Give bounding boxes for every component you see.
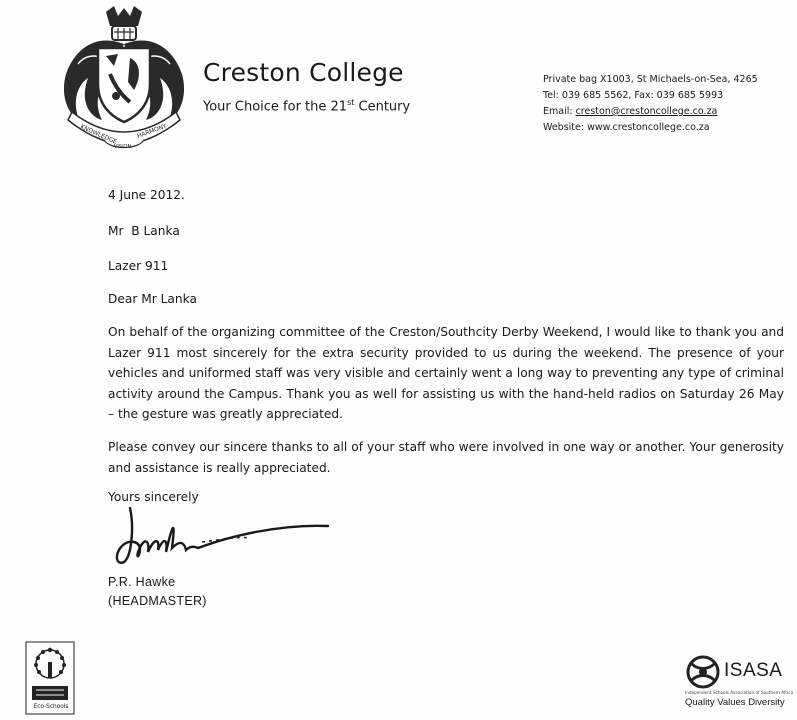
contact-email-row bbox=[543, 104, 783, 120]
isasa-small-text: Independent Schools Association of Southern Africa bbox=[685, 690, 794, 695]
body-paragraph-2: Please convey our sincere thanks to all of your staff who were involved in one way or another. Your generosity and assistance is really appreciated. bbox=[108, 440, 784, 475]
isasa-name: ISASA bbox=[724, 660, 783, 681]
tagline-suffix: Century bbox=[354, 99, 411, 115]
salutation: Dear Mr Lanka bbox=[108, 292, 197, 306]
body-paragraph-1: On behalf of the organizing committee of the Creston/Southcity Derby Weekend, I would like to thank you and Lazer 911 most sincerely for the extra security provided to us during the weekend. The presence of your vehicles and uniformed staff was very visible and certainly went a long way to preventing any type of criminal activity around the Campus. Thank you as well for assisting us with the hand-held radios on Saturday 26 May – the gesture was greatly appreciated. bbox=[108, 325, 784, 422]
contact-email-link[interactable]: creston@crestoncollege.co.za bbox=[575, 106, 718, 117]
isasa-motto: Quality Values Diversity bbox=[685, 697, 785, 708]
college-name: Creston College bbox=[203, 58, 404, 87]
signatory-title: (HEADMASTER) bbox=[108, 594, 207, 608]
closing: Yours sincerely bbox=[108, 490, 199, 504]
recipient-company: Lazer 911 bbox=[108, 259, 169, 273]
recipient-name: Mr B Lanka bbox=[108, 224, 180, 238]
eco-schools-label: Eco-Schools bbox=[33, 704, 69, 710]
crest-motto-right: HARMONY bbox=[136, 122, 168, 140]
contact-email-label: Email: bbox=[543, 106, 576, 117]
crest-motto-left: KNOWLEDGE bbox=[79, 123, 118, 146]
letter-date: 4 June 2012. bbox=[108, 188, 185, 202]
tagline-superscript: st bbox=[347, 98, 355, 107]
college-crest-icon bbox=[58, 4, 190, 154]
signatory-name: P.R. Hawke bbox=[108, 575, 176, 589]
tagline bbox=[203, 98, 410, 114]
contact-phone-fax: Tel: 039 685 5562, Fax: 039 685 5993 bbox=[543, 90, 724, 101]
contact-website: Website: www.crestoncollege.co.za bbox=[543, 122, 710, 133]
handwritten-signature bbox=[110, 496, 340, 586]
contact-address: Private bag X1003, St Michaels-on-Sea, 4265 bbox=[543, 74, 758, 85]
contact-block bbox=[543, 72, 783, 136]
crest-motto-bottom: VISION bbox=[114, 144, 132, 150]
tagline-prefix: Your Choice for the 21 bbox=[203, 99, 348, 115]
isasa-logo-icon bbox=[684, 654, 722, 690]
